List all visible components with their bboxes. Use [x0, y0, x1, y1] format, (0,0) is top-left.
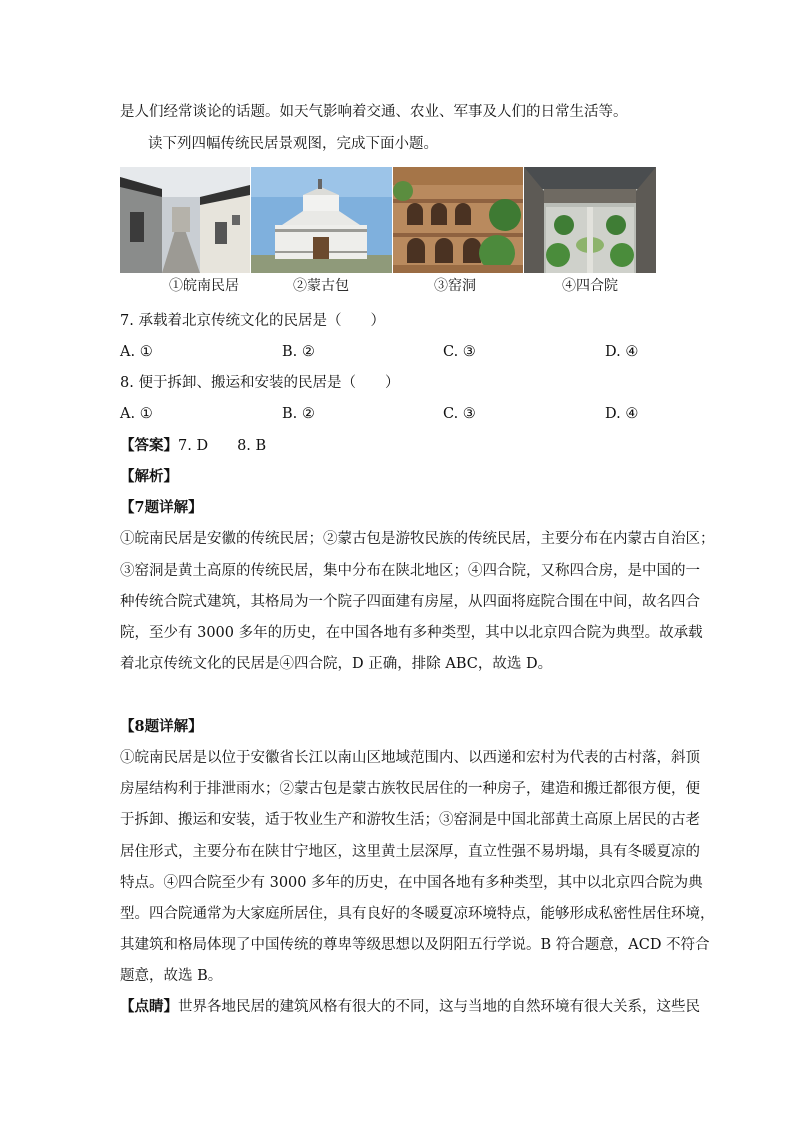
photo-caption-3: ③窑洞 — [434, 278, 476, 294]
detail-7-line: 种传统合院式建筑，其格局为一个院子四面建有房屋，从四面将庭院合围在中间，故名四合 — [120, 594, 700, 610]
courtyard-siheyuan-photo — [524, 167, 656, 273]
q8-option-d: D. ④ — [605, 406, 639, 422]
question-8-stem: 8. 便于拆卸、搬运和安装的民居是（ ） — [120, 375, 400, 391]
answer-text: 7. D 8. B — [178, 438, 267, 454]
intro-line: 是人们经常谈论的话题。如天气影响着交通、农业、军事及人们的日常生活等。 — [120, 104, 628, 120]
detail-7-line: ①皖南民居是安徽的传统民居；②蒙古包是游牧民族的传统民居，主要分布在内蒙古自治区； — [120, 531, 715, 547]
detail-8-line: 题意，故选 B。 — [120, 968, 223, 984]
q8-option-b: B. ② — [282, 406, 315, 422]
analysis-label: 【解析】 — [120, 468, 178, 485]
huizhou-alley-photo — [120, 167, 250, 273]
q7-option-b: B. ② — [282, 344, 315, 360]
detail-7-line: 着北京传统文化的民居是④四合院，D 正确，排除 ABC，故选 D。 — [120, 656, 553, 672]
comment-line — [120, 997, 700, 1017]
detail-8-line: 房屋结构利于排泄雨水；②蒙古包是蒙古族牧民居住的一种房子，建造和搬迁都很方便，便 — [120, 781, 700, 797]
detail-8-line: 其建筑和格局体现了中国传统的尊卑等级思想以及阴阳五行学说。B 符合题意，ACD 不符合 — [120, 937, 710, 953]
comment-label: 【点睛】 — [120, 998, 178, 1015]
detail-7-line: ③窑洞是黄土高原的传统民居，集中分布在陕北地区；④四合院，又称四合房，是中国的一 — [120, 563, 700, 579]
comment-text: 世界各地民居的建筑风格有很大的不同，这与当地的自然环境有很大关系，这些民 — [178, 999, 700, 1015]
q7-option-d: D. ④ — [605, 344, 639, 360]
cave-dwelling-photo — [393, 167, 523, 273]
instruction: 读下列四幅传统民居景观图，完成下面小题。 — [148, 136, 438, 152]
photo-strip — [120, 167, 656, 273]
q8-option-c: C. ③ — [443, 406, 476, 422]
detail-8-line: 居住形式，主要分布在陕甘宁地区，这里黄土层深厚，直立性强不易坍塌，具有冬暖夏凉的 — [120, 844, 700, 860]
q8-option-a: A. ① — [120, 406, 153, 422]
detail-8-line: 于拆卸、搬运和安装，适于牧业生产和游牧生活；③窑洞是中国北部黄土高原上居民的古老 — [120, 812, 700, 828]
question-7-stem: 7. 承载着北京传统文化的民居是（ ） — [120, 313, 385, 329]
detail-8-label: 【8题详解】 — [120, 718, 203, 735]
detail-7-line: 院，至少有 3000 多年的历史，在中国各地有多种类型，其中以北京四合院为典型。故承载 — [120, 625, 703, 641]
photo-caption-4: ④四合院 — [562, 278, 618, 294]
photo-caption-2: ②蒙古包 — [293, 278, 349, 294]
photo-caption-1: ①皖南民居 — [169, 278, 239, 294]
detail-7-label: 【7题详解】 — [120, 499, 203, 516]
answer-line — [120, 436, 266, 456]
q7-option-a: A. ① — [120, 344, 153, 360]
detail-8-line: 型。四合院通常为大家庭所居住，具有良好的冬暖夏凉环境特点，能够形成私密性居住环境， — [120, 906, 715, 922]
detail-8-line: ①皖南民居是以位于安徽省长江以南山区地域范围内、以西递和宏村为代表的古村落，斜顶 — [120, 750, 700, 766]
answer-label: 【答案】 — [120, 437, 178, 454]
mongolian-yurt-photo — [251, 167, 392, 273]
q7-option-c: C. ③ — [443, 344, 476, 360]
detail-8-line: 特点。④四合院至少有 3000 多年的历史，在中国各地有多种类型，其中以北京四合院为典 — [120, 875, 703, 891]
